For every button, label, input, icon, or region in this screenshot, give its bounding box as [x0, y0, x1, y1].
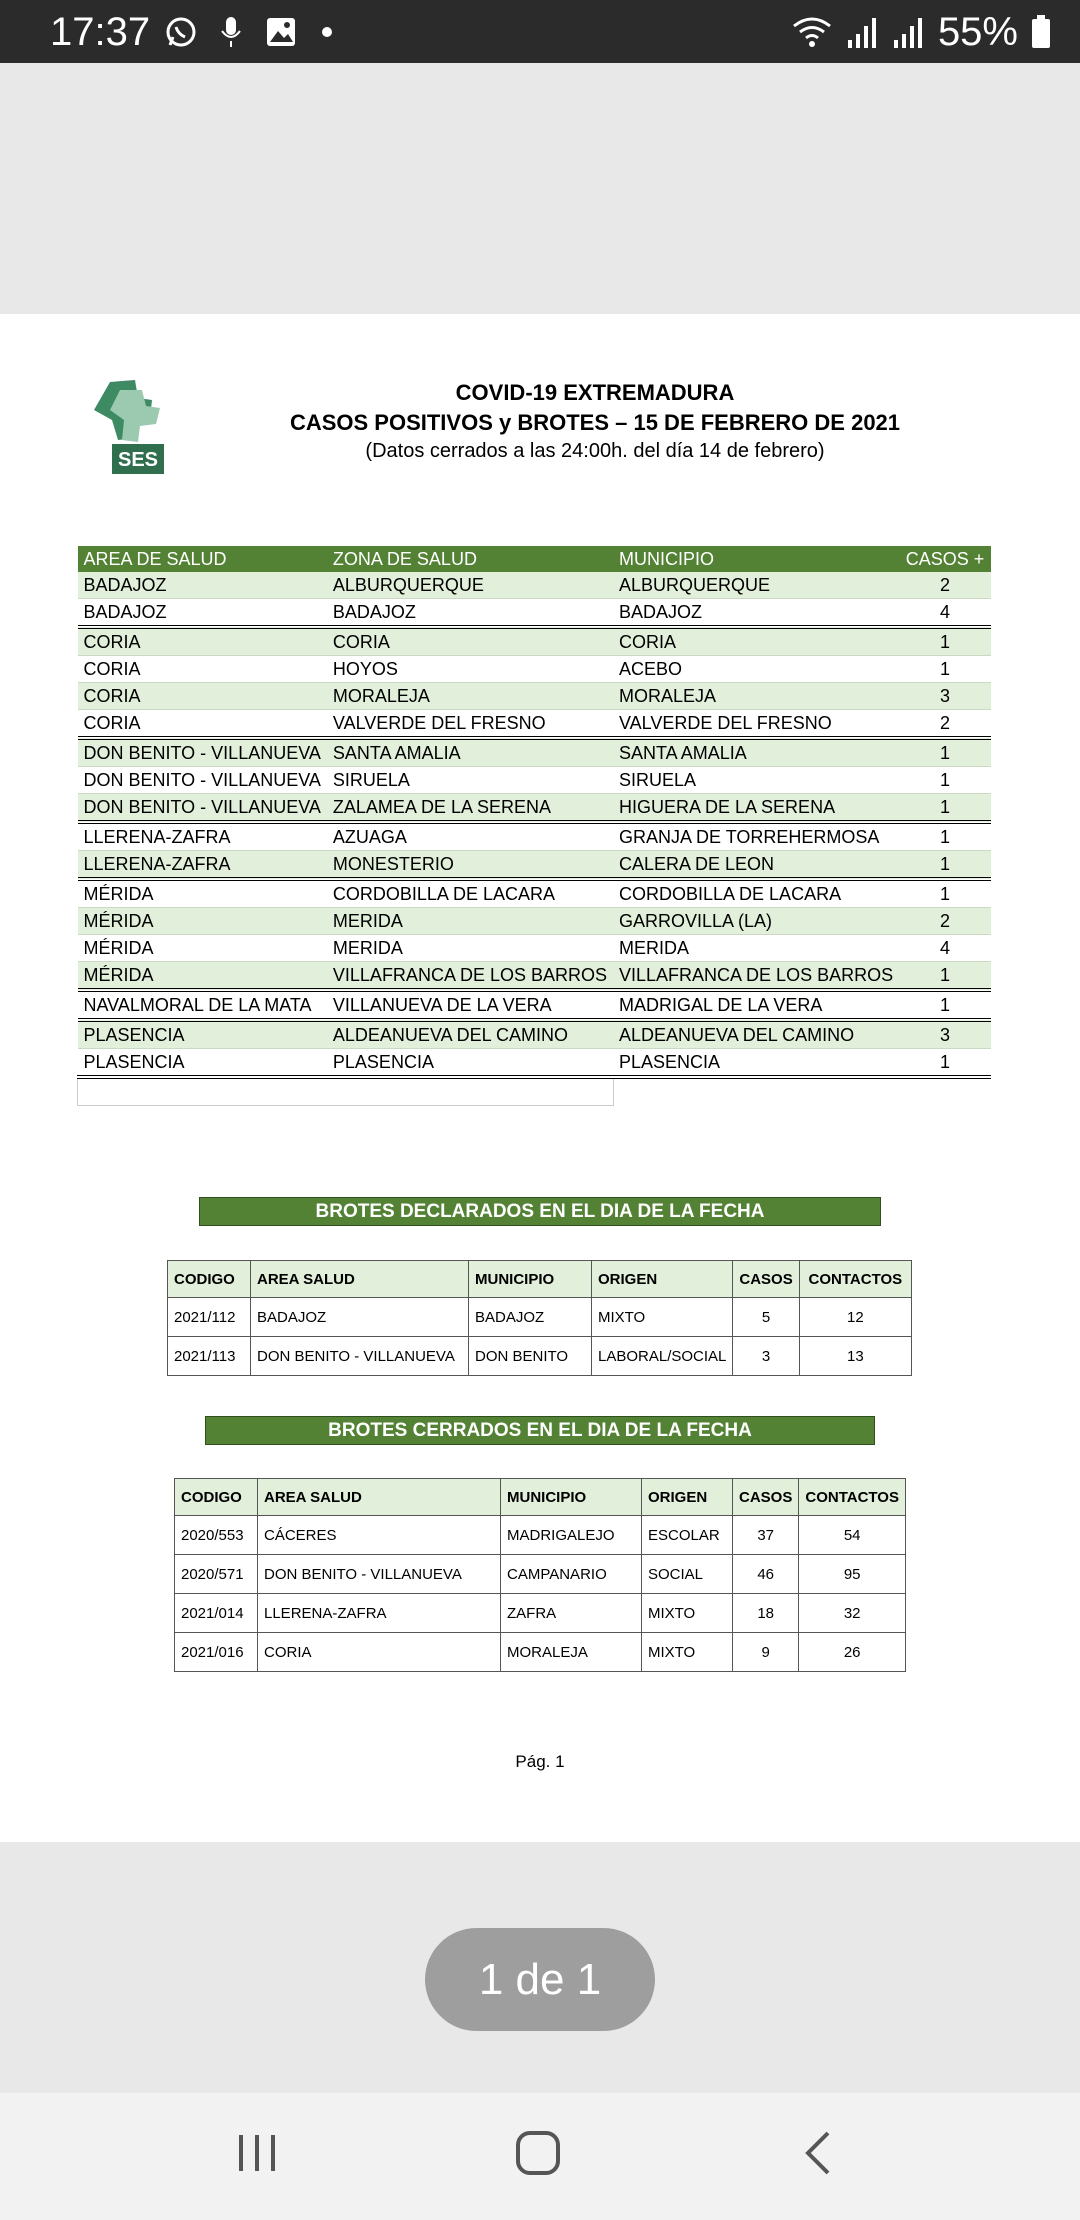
- ses-logo: [90, 380, 180, 480]
- cell: 1: [899, 738, 991, 767]
- cell: 2021/014: [175, 1594, 258, 1633]
- cell: CORIA: [78, 656, 327, 683]
- cell: LABORAL/SOCIAL: [592, 1337, 733, 1376]
- cell: 2: [899, 572, 991, 599]
- cell: SIRUELA: [613, 767, 899, 794]
- cell: 2021/112: [168, 1298, 251, 1337]
- cell: PLASENCIA: [327, 1049, 613, 1078]
- table-row: [78, 822, 992, 851]
- cell: DON BENITO - VILLANUEVA: [251, 1337, 469, 1376]
- table-header-row: [168, 1261, 912, 1298]
- cell: ZAFRA: [501, 1594, 642, 1633]
- positive-cases-table: [77, 546, 991, 1106]
- cell: BADAJOZ: [78, 572, 327, 599]
- table-row: [78, 1020, 992, 1049]
- table-header-row: [175, 1479, 906, 1516]
- cell: CÁCERES: [258, 1516, 501, 1555]
- table-row: [78, 738, 992, 767]
- closed-outbreaks-title: BROTES CERRADOS EN EL DIA DE LA FECHA: [205, 1416, 875, 1445]
- cell: 3: [899, 683, 991, 710]
- cell: 1: [899, 822, 991, 851]
- col-municipio: MUNICIPIO: [501, 1479, 642, 1516]
- cell: CORIA: [613, 627, 899, 656]
- table-row: [175, 1555, 906, 1594]
- table-row: [175, 1633, 906, 1672]
- table-row: [78, 794, 992, 823]
- cell: VALVERDE DEL FRESNO: [613, 710, 899, 739]
- cell: ALBURQUERQUE: [613, 572, 899, 599]
- cell: 1: [899, 962, 991, 991]
- whatsapp-icon: [164, 15, 198, 49]
- cell: DON BENITO - VILLANUEVA: [78, 738, 327, 767]
- cell: MÉRIDA: [78, 908, 327, 935]
- cell: ALDEANUEVA DEL CAMINO: [613, 1020, 899, 1049]
- cell: SOCIAL: [642, 1555, 733, 1594]
- table-row: [175, 1594, 906, 1633]
- cell: MORALEJA: [327, 683, 613, 710]
- table-row: [78, 851, 992, 880]
- cell: ZALAMEA DE LA SERENA: [327, 794, 613, 823]
- cell: VILLAFRANCA DE LOS BARROS: [613, 962, 899, 991]
- total-spacer: [78, 1077, 614, 1106]
- table-row: [78, 572, 992, 599]
- status-bar: [0, 0, 1080, 63]
- cell: CAMPANARIO: [501, 1555, 642, 1594]
- total-row: [78, 1077, 992, 1106]
- cell: MIXTO: [592, 1298, 733, 1337]
- cell: 13: [799, 1337, 911, 1376]
- microphone-icon: [220, 15, 242, 49]
- cell: HOYOS: [327, 656, 613, 683]
- cell: MERIDA: [327, 908, 613, 935]
- cell: 9: [733, 1633, 799, 1672]
- table-row: [175, 1516, 906, 1555]
- col-municipio: MUNICIPIO: [613, 546, 899, 572]
- system-icons: [790, 8, 1052, 56]
- cell: SANTA AMALIA: [613, 738, 899, 767]
- cell: CORIA: [327, 627, 613, 656]
- cell: AZUAGA: [327, 822, 613, 851]
- cell: GRANJA DE TORREHERMOSA: [613, 822, 899, 851]
- table-row: [168, 1337, 912, 1376]
- cell: 95: [799, 1555, 906, 1594]
- cell: MERIDA: [327, 935, 613, 962]
- col-municipio: MUNICIPIO: [469, 1261, 592, 1298]
- cell: BADAJOZ: [251, 1298, 469, 1337]
- cell: MORALEJA: [501, 1633, 642, 1672]
- cell: ACEBO: [613, 656, 899, 683]
- logo-text: SES: [117, 449, 159, 471]
- table-row: [78, 683, 992, 710]
- wifi-icon: [790, 14, 834, 50]
- cell: 1: [899, 990, 991, 1020]
- notification-icons: [164, 14, 334, 50]
- col-casos: CASOS: [733, 1261, 799, 1298]
- signal-icon: [846, 14, 880, 50]
- col-area-salud: AREA SALUD: [258, 1479, 501, 1516]
- cell: CORDOBILLA DE LACARA: [613, 879, 899, 908]
- cell: 3: [733, 1337, 799, 1376]
- cell: CORDOBILLA DE LACARA: [327, 879, 613, 908]
- col-contactos: CONTACTOS: [799, 1479, 906, 1516]
- cell: 1: [899, 627, 991, 656]
- declared-outbreaks-title: BROTES DECLARADOS EN EL DIA DE LA FECHA: [199, 1197, 881, 1226]
- cell: 2: [899, 908, 991, 935]
- cell: 2021/016: [175, 1633, 258, 1672]
- doc-note: (Datos cerrados a las 24:00h. del día 14 de febrero): [365, 440, 825, 462]
- col-casos: CASOS: [733, 1479, 799, 1516]
- doc-title: COVID-19 EXTREMADURA: [455, 380, 735, 405]
- total-value: 31: [899, 1077, 991, 1106]
- col-contactos: CONTACTOS: [799, 1261, 911, 1298]
- cell: DON BENITO: [469, 1337, 592, 1376]
- total-label: TOTAL EXTREMADURA: [613, 1077, 899, 1106]
- col-codigo: CODIGO: [168, 1261, 251, 1298]
- table-row: [78, 935, 992, 962]
- image-icon: [264, 15, 298, 49]
- cell: MONESTERIO: [327, 851, 613, 880]
- table-row: [78, 767, 992, 794]
- cell: MORALEJA: [613, 683, 899, 710]
- cell: CALERA DE LEON: [613, 851, 899, 880]
- battery-level: 55%: [937, 10, 1018, 54]
- cell: 18: [733, 1594, 799, 1633]
- table-row: [78, 879, 992, 908]
- cell: 46: [733, 1555, 799, 1594]
- cell: VILLANUEVA DE LA VERA: [327, 990, 613, 1020]
- cell: DON BENITO - VILLANUEVA: [78, 767, 327, 794]
- cell: BADAJOZ: [327, 599, 613, 628]
- table-row: [78, 627, 992, 656]
- cell: 4: [899, 935, 991, 962]
- cell: 1: [899, 656, 991, 683]
- cell: MADRIGAL DE LA VERA: [613, 990, 899, 1020]
- dot-icon: [320, 15, 334, 49]
- cell: MIXTO: [642, 1594, 733, 1633]
- cell: 2021/113: [168, 1337, 251, 1376]
- cell: 5: [733, 1298, 799, 1337]
- table-header-row: [78, 546, 992, 572]
- cell: ALBURQUERQUE: [327, 572, 613, 599]
- cell: PLASENCIA: [78, 1049, 327, 1078]
- cell: BADAJOZ: [469, 1298, 592, 1337]
- cell: DON BENITO - VILLANUEVA: [258, 1555, 501, 1594]
- cell: CORIA: [258, 1633, 501, 1672]
- cell: 2020/571: [175, 1555, 258, 1594]
- col-casos: CASOS +: [899, 546, 991, 572]
- cell: NAVALMORAL DE LA MATA: [78, 990, 327, 1020]
- cell: MÉRIDA: [78, 879, 327, 908]
- cell: 1: [899, 767, 991, 794]
- cell: LLERENA-ZAFRA: [78, 851, 327, 880]
- cell: 1: [899, 851, 991, 880]
- home-icon[interactable]: [498, 2123, 578, 2183]
- table-row: [78, 656, 992, 683]
- cell: CORIA: [78, 683, 327, 710]
- col-zona: ZONA DE SALUD: [327, 546, 613, 572]
- cell: VILLAFRANCA DE LOS BARROS: [327, 962, 613, 991]
- cell: HIGUERA DE LA SERENA: [613, 794, 899, 823]
- cell: CORIA: [78, 710, 327, 739]
- status-time: 17:37: [50, 10, 151, 54]
- col-origen: ORIGEN: [592, 1261, 733, 1298]
- cell: BADAJOZ: [78, 599, 327, 628]
- page-indicator: 1 de 1: [425, 1928, 655, 2031]
- table-row: [78, 990, 992, 1020]
- navigation-bar: [0, 2093, 1080, 2220]
- cell: 26: [799, 1633, 906, 1672]
- table-row: [78, 599, 992, 628]
- cell: MERIDA: [613, 935, 899, 962]
- cell: MADRIGALEJO: [501, 1516, 642, 1555]
- cell: 32: [799, 1594, 906, 1633]
- closed-outbreaks-table: [174, 1478, 906, 1672]
- cell: 1: [899, 794, 991, 823]
- table-row: [168, 1298, 912, 1337]
- cell: 3: [899, 1020, 991, 1049]
- cell: 37: [733, 1516, 799, 1555]
- col-area: AREA DE SALUD: [78, 546, 327, 572]
- cell: VALVERDE DEL FRESNO: [327, 710, 613, 739]
- cell: MIXTO: [642, 1633, 733, 1672]
- col-codigo: CODIGO: [175, 1479, 258, 1516]
- page-number: Pág. 1: [515, 1752, 565, 1771]
- cell: PLASENCIA: [613, 1049, 899, 1078]
- col-area-salud: AREA SALUD: [251, 1261, 469, 1298]
- declared-outbreaks-table: [167, 1260, 912, 1376]
- col-origen: ORIGEN: [642, 1479, 733, 1516]
- cell: BADAJOZ: [613, 599, 899, 628]
- cell: PLASENCIA: [78, 1020, 327, 1049]
- table-row: [78, 908, 992, 935]
- cell: LLERENA-ZAFRA: [258, 1594, 501, 1633]
- cell: 1: [899, 1049, 991, 1078]
- cell: 2020/553: [175, 1516, 258, 1555]
- table-row: [78, 710, 992, 739]
- cell: 4: [899, 599, 991, 628]
- cell: ESCOLAR: [642, 1516, 733, 1555]
- cell: MÉRIDA: [78, 935, 327, 962]
- cell: GARROVILLA (LA): [613, 908, 899, 935]
- cell: DON BENITO - VILLANUEVA: [78, 794, 327, 823]
- table-row: [78, 1049, 992, 1078]
- table-row: [78, 962, 992, 991]
- cell: SANTA AMALIA: [327, 738, 613, 767]
- cell: CORIA: [78, 627, 327, 656]
- cell: 54: [799, 1516, 906, 1555]
- signal-icon: [892, 14, 926, 50]
- cell: SIRUELA: [327, 767, 613, 794]
- battery-icon: [1030, 14, 1052, 50]
- recent-apps-icon[interactable]: [217, 2123, 297, 2183]
- cell: 1: [899, 879, 991, 908]
- cell: 12: [799, 1298, 911, 1337]
- doc-subtitle: CASOS POSITIVOS y BROTES – 15 DE FEBRERO DE 2021: [289, 410, 901, 435]
- back-icon[interactable]: [780, 2123, 860, 2183]
- cell: LLERENA-ZAFRA: [78, 822, 327, 851]
- cell: ALDEANUEVA DEL CAMINO: [327, 1020, 613, 1049]
- cell: MÉRIDA: [78, 962, 327, 991]
- cell: 2: [899, 710, 991, 739]
